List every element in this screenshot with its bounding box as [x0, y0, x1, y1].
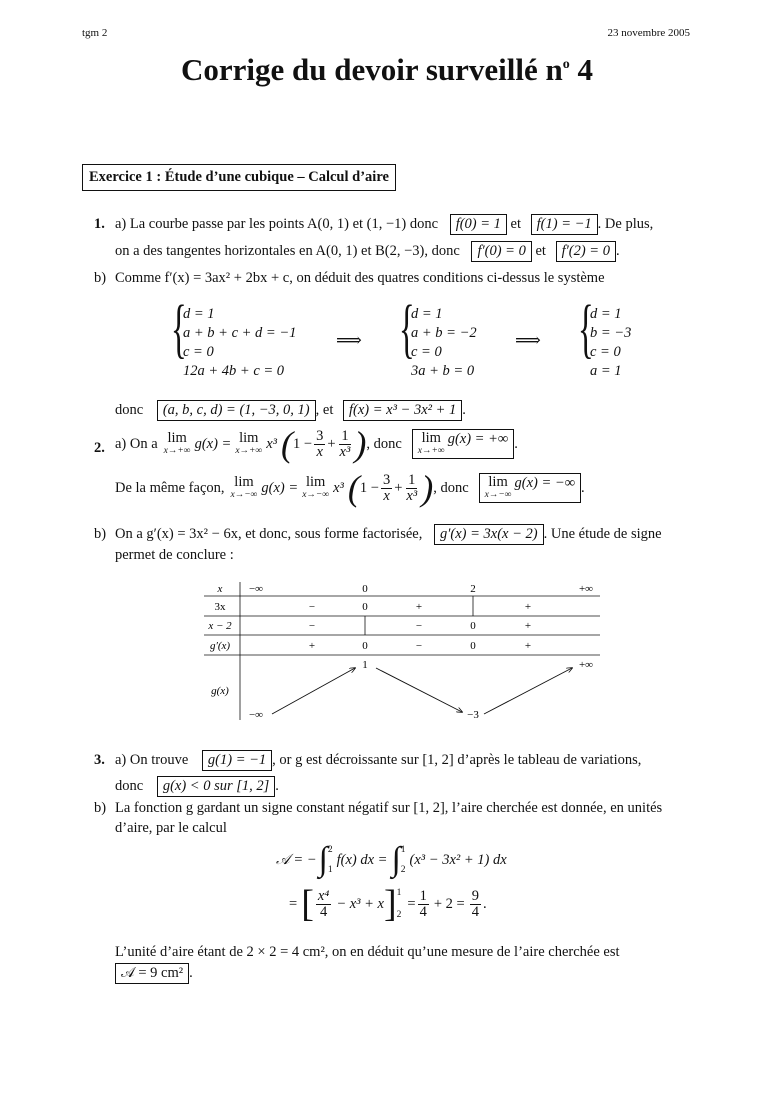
tbl-3x-label: 3x [214, 601, 226, 613]
tbl-sign: − [415, 620, 423, 632]
dot: . [189, 965, 193, 981]
x-cubed: x³ [266, 435, 278, 452]
int-top: 2 [327, 845, 333, 855]
q3a-text1: a) On trouve [115, 752, 189, 768]
q1a-line2: on a des tangentes horizontales en A(0, 1) et B(2, −3), donc f′(0) = 0 et f′(2) = 0 . [115, 241, 620, 262]
system-2 [411, 305, 477, 381]
sys1-line: c = 0 [183, 344, 214, 360]
q1a-text-end: . De plus, [597, 216, 654, 232]
q2a-line1: a) On a lim x→+∞ g(x) = lim x→+∞ x³ ( 1 − $\frac{3}{x}$ + $\frac{1}{\text{x³}}$ ) , donc lim x→+∞ g(x) = +∞ . [115, 424, 518, 464]
eval-top: 1 [396, 888, 402, 898]
sys2-line: 3a + b = 0 [411, 363, 475, 379]
exercise-heading: Exercice 1 : Étude d’une cubique – Calcul d’aire [82, 164, 396, 191]
q3-box-area: 𝒜 = 9 cm² [115, 963, 189, 984]
num: x⁴ [317, 887, 330, 904]
tbl-sign: + [524, 620, 532, 632]
int-top: 1 [400, 845, 406, 855]
den: x³ [406, 487, 418, 504]
arrow-down [376, 668, 462, 712]
bracket-rest: − x³ + x [336, 895, 384, 912]
num: 1 [408, 471, 416, 488]
donc-comma: , donc [366, 435, 402, 452]
int-bot: 1 [327, 865, 333, 875]
q2-number: 2. [94, 440, 105, 456]
lim-word: lim [488, 474, 508, 490]
q1-box-fp2: f′(2) = 0 [556, 241, 616, 262]
int1-body: f(x) dx = [336, 851, 388, 868]
donc-comma: , donc [433, 479, 469, 496]
q3-box-neg: g(x) < 0 sur [1, 2] [157, 776, 275, 797]
frac-3-x [381, 473, 392, 504]
tbl-g-val: −3 [467, 709, 479, 720]
tbl-sign: + [524, 640, 532, 652]
box-value: g(x) = −∞ [514, 475, 576, 491]
q2a-line2: De la même façon, lim x→−∞ g(x) = lim x→−∞ x³ ( 1 − $\frac{3}{x}$ + $\frac{1}{\text{x³}}$ ) , donc lim x→−∞ g(x) = −∞ . [115, 468, 585, 508]
sys2-line: c = 0 [411, 344, 442, 360]
den: x [383, 487, 390, 504]
q1-box-abcd: (a, b, c, d) = (1, −3, 0, 1) [157, 400, 316, 421]
arrow-up-2 [484, 668, 572, 714]
plus-two: + 2 = [433, 895, 465, 912]
tbl-x-val: 2 [470, 583, 476, 595]
lim-sub: x→+∞ [235, 446, 263, 456]
sys3-line: a = 1 [590, 363, 622, 379]
lim-word: lim [239, 430, 259, 446]
q2b-text2: . Une étude de signe [543, 526, 662, 542]
tbl-g-val: +∞ [578, 659, 594, 671]
lim-sub: x→−∞ [302, 490, 330, 500]
title-number: 4 [577, 52, 593, 87]
tbl-g-val: −∞ [248, 709, 264, 720]
tbl-g-val: 1 [362, 659, 368, 671]
integral-line-2: = [ $\frac{\text{x⁴}}{4}$ − x³ + x ] 1 2 = $\frac{1}{4}$ + 2 = $\frac{9}{4}$ . [289, 883, 487, 925]
sys2-line: a + b = −2 [411, 325, 477, 341]
sys1-line: a + b + c + d = −1 [183, 325, 297, 341]
sys2-line: d = 1 [411, 306, 443, 322]
plus: + [327, 435, 336, 452]
result-eq: = [407, 895, 416, 912]
brace-3: { [577, 292, 594, 365]
q1a-text: a) La courbe passe par les points A(0, 1) et (1, −1) donc [115, 216, 439, 232]
lim-word: lim [167, 430, 187, 446]
integral-line-1: 𝒜 = − ∫ 2 1 f(x) dx = ∫ 1 2 (x³ − 3x² + 1) dx [276, 841, 507, 878]
donc-text: donc [115, 778, 144, 794]
tbl-x2-label: x − 2 [208, 620, 232, 632]
frac-1-x3 [338, 429, 353, 460]
tbl-sign: + [524, 601, 532, 613]
tbl-sign: − [308, 620, 316, 632]
num: 1 [419, 887, 427, 904]
num: 3 [316, 427, 324, 444]
q2-box-factor: g′(x) = 3x(x − 2) [434, 524, 544, 545]
q1-conclusion [115, 400, 466, 421]
x-cubed: x³ [333, 479, 344, 496]
q2b-text1: On a g′(x) = 3x² − 6x, et donc, sous forme factorisée, [115, 526, 423, 542]
q3-number: 3. [94, 752, 105, 768]
tbl-sign: − [308, 601, 316, 613]
den: x³ [339, 443, 351, 460]
eval-bot: 2 [396, 910, 402, 920]
tbl-sign: + [415, 601, 423, 613]
q1-et2: et [535, 243, 546, 259]
lim-sub: x→+∞ [163, 446, 191, 456]
tbl-x-val: 0 [362, 583, 368, 595]
implies-arrow-1: ⟹ [336, 330, 362, 350]
q2b-line2: permet de conclure : [115, 547, 234, 563]
tbl-x-val: +∞ [578, 583, 594, 595]
implies-arrow-2: ⟹ [515, 330, 541, 350]
lim-sub: x→+∞ [417, 446, 445, 456]
q1b-label: b) [94, 270, 107, 286]
frac-9-4 [470, 889, 481, 920]
sys3-line: b = −3 [590, 325, 632, 341]
tbl-gp-label: g′(x) [209, 640, 231, 652]
dot: . [482, 895, 487, 912]
q3b-line2: d’aire, par le calcul [115, 820, 227, 836]
tbl-sign: 0 [470, 620, 476, 632]
tbl-x-val: −∞ [248, 583, 264, 595]
q2b-label: b) [94, 526, 107, 542]
sys3-line: c = 0 [590, 344, 621, 360]
dot: . [462, 402, 466, 418]
den: 4 [471, 903, 479, 920]
lim-minus-2 [302, 475, 329, 501]
q3-final-answer [115, 963, 193, 984]
num: 1 [341, 427, 349, 444]
lim-sub: x→−∞ [484, 490, 512, 500]
header-right: 23 novembre 2005 [607, 27, 690, 39]
lim-minus-1 [231, 475, 258, 501]
area-eq: 𝒜 = − [276, 851, 317, 868]
q1-et: et [510, 216, 522, 232]
box-value: g(x) = +∞ [447, 431, 509, 447]
frac-1-x3 [404, 473, 419, 504]
dot: . [275, 778, 279, 794]
system-1 [183, 305, 296, 381]
brace-1: { [170, 292, 187, 365]
q2b-line1 [115, 524, 662, 545]
q3a-line1 [115, 750, 641, 771]
arrow-up-1 [272, 668, 355, 714]
den: x [316, 443, 323, 460]
line2-start: De la même façon, [115, 479, 225, 496]
frac-x4-4 [316, 889, 331, 920]
q2-box-lim-plus [412, 429, 514, 459]
q3a-text2: , or g est décroissante sur [1, 2] d’après le tableau de variations, [272, 752, 642, 768]
lim-sub: x→−∞ [230, 490, 258, 500]
tbl-sign: − [415, 640, 423, 652]
system-3 [590, 305, 631, 381]
lim-word: lim [421, 430, 441, 446]
num: 3 [382, 471, 391, 488]
q2-box-lim-minus [479, 473, 581, 503]
gx-eq: g(x) = [194, 435, 232, 452]
brace-2: { [398, 292, 415, 365]
int2-body: (x³ − 3x² + 1) dx [409, 851, 507, 868]
lim-plus-1 [164, 431, 191, 457]
q1-box-fx: f(x) = x³ − 3x² + 1 [343, 400, 462, 421]
q1-number: 1. [94, 216, 105, 232]
frac-1-4 [418, 889, 429, 920]
lim-word: lim [234, 474, 254, 490]
q3a-line2 [115, 776, 279, 797]
title-superscript: o [562, 57, 570, 72]
tbl-sign: 0 [470, 640, 476, 652]
q1-box-f1: f(1) = −1 [531, 214, 598, 235]
q2a-on: a) On a [115, 435, 158, 452]
q1-box-f0: f(0) = 1 [450, 214, 507, 235]
variation-table [200, 580, 604, 720]
tbl-sign: + [308, 640, 316, 652]
one-minus: 1 − [293, 435, 313, 452]
q1-box-fp0: f′(0) = 0 [471, 241, 531, 262]
one-minus: 1 − [359, 479, 379, 496]
title-text: Corrige du devoir surveillé n [181, 52, 563, 87]
sys1-line: 12a + 4b + c = 0 [183, 363, 285, 379]
sys3-line: d = 1 [590, 306, 622, 322]
tbl-sign: 0 [362, 640, 368, 652]
q1a-line2-text: on a des tangentes horizontales en A(0, 1) et B(2, −3), donc [115, 243, 460, 259]
q1a-line1 [115, 214, 653, 235]
frac-3-x [314, 429, 325, 460]
den: 4 [319, 903, 328, 920]
plus: + [394, 479, 403, 496]
q3b-label: b) [94, 800, 107, 816]
q3-box-g1: g(1) = −1 [202, 750, 272, 771]
eq: = [289, 895, 298, 912]
den: 4 [419, 903, 427, 920]
q3-final-text: L’unité d’aire étant de 2 × 2 = 4 cm², on en déduit qu’une mesure de l’aire cherchée est [115, 944, 620, 960]
lim-word: lim [305, 474, 326, 490]
tbl-g-label: g(x) [211, 685, 229, 697]
q3b-line1: La fonction g gardant un signe constant négatif sur [1, 2], l’aire cherchée est donnée, en unités [115, 800, 663, 816]
donc-text: donc [115, 402, 144, 418]
q1b-text: Comme f′(x) = 3ax² + 2bx + c, on déduit des quatres conditions ci-dessus le système [115, 270, 605, 286]
int-bot: 2 [400, 865, 406, 875]
page-title [0, 52, 774, 88]
tbl-x-header: x [217, 583, 223, 595]
header-left: tgm 2 [82, 27, 108, 39]
et-text: , et [315, 402, 334, 418]
num: 9 [471, 887, 479, 904]
sys1-line: d = 1 [183, 306, 215, 322]
gx-eq: g(x) = [261, 479, 299, 496]
tbl-sign: 0 [362, 601, 368, 613]
lim-plus-2 [235, 431, 262, 457]
